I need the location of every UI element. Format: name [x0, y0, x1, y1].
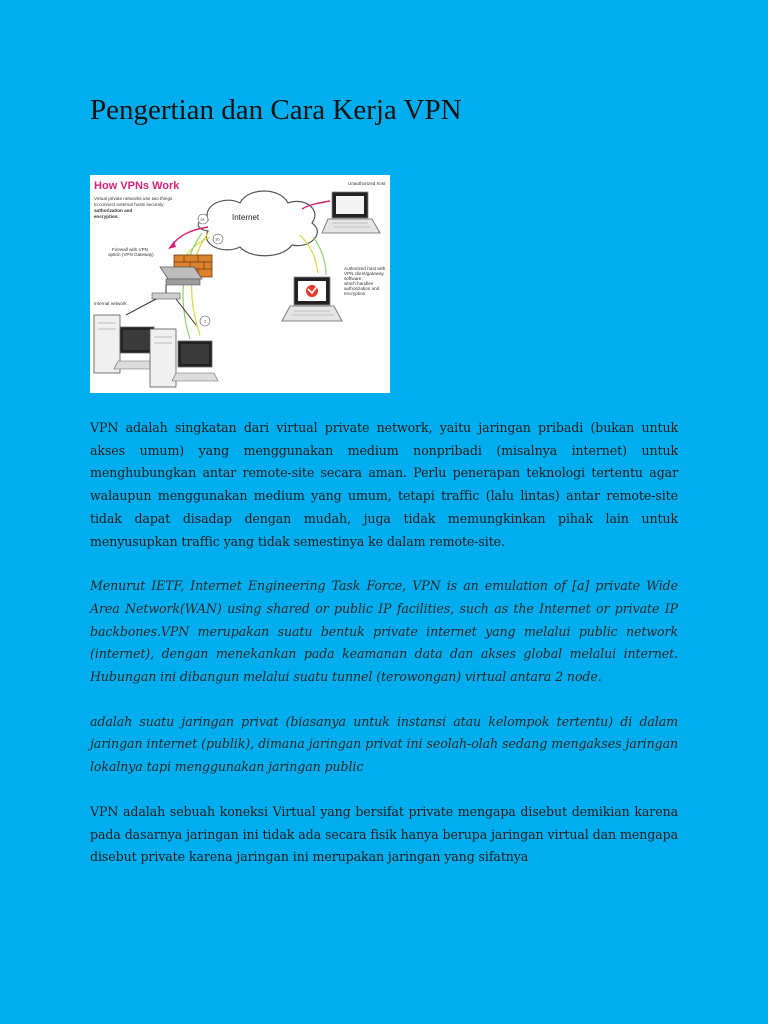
paragraph-private-network: adalah suatu jaringan privat (biasanya untuk instansi atau kelompok tertentu) di dalam jaringan internet (publik), dimana jaringan privat ini seolah-olah sedang mengakses jaringan lokalnya tapi menggunakan jaringan public	[90, 713, 678, 775]
arrow-auth-b	[313, 237, 326, 275]
figure-intro-line: authorization and	[94, 208, 133, 213]
article-body	[90, 417, 678, 891]
step-label: 1b	[215, 236, 220, 242]
desktop-computer-icon	[150, 329, 218, 387]
authorized-label: encryption	[344, 291, 366, 296]
authorized-label: VPN client/gateway	[344, 271, 384, 276]
figure-intro-line: to connect external hosts securely:	[94, 202, 165, 207]
unauthorized-laptop-icon	[322, 192, 380, 233]
firewall-label: option (VPN Gateway)	[108, 252, 154, 257]
authorized-label: which handles	[344, 281, 374, 286]
authorized-laptop-icon	[282, 277, 342, 321]
figure-intro-line: encryption.	[94, 214, 119, 219]
vpn-diagram-svg	[90, 175, 390, 393]
unauthorized-label: Unauthorized host	[348, 181, 386, 186]
authorized-label: Authorized host with	[344, 266, 386, 271]
page-title: Pengertian dan Cara Kerja VPN	[90, 94, 462, 126]
figure-heading: How VPNs Work	[94, 180, 180, 192]
authorized-label: software,	[344, 276, 363, 281]
vpn-diagram-image	[90, 175, 390, 393]
paragraph-virtual-connection: VPN adalah sebuah koneksi Virtual yang bersifat private mengapa disebut demikian karena pada dasarnya jaringan ini tidak ada secara fisik hanya berupa jaringan virtual dan mengapa disebut private karena jaringan ini merupakan jaringan yang sifatnya	[90, 803, 678, 865]
figure-intro-line: Virtual private networks use two things	[94, 196, 173, 201]
paragraph-definition: VPN adalah singkatan dari virtual private network, yaitu jaringan pribadi (bukan untuk akses umum) yang menggunakan medium nonpribadi (misalnya internet) untuk menghubungkan antar remote-site secara aman. Perlu penerapan teknologi tertentu agar walaupun menggunakan medium yang umum, tetapi traffic (lalu lintas) antar remote-site tidak dapat disadap dengan mudah, juga tidak memungkinkan pihak lain untuk menyusupkan traffic yang tidak semestinya ke dalam remote-site.	[90, 420, 678, 549]
firewall-icon	[160, 255, 212, 285]
firewall-label: Firewall with VPN	[112, 247, 148, 252]
internal-network-label: Internal network	[94, 301, 127, 306]
authorized-label: authorization and	[344, 286, 380, 291]
paragraph-ietf: Menurut IETF, Internet Engineering Task Force, VPN is an emulation of [a] private Wide Area Network(WAN) using shared or public IP facilities, such as the Internet or private IP backbones.VPN merupakan suatu bentuk private internet yang melalui public network (internet), dengan menekankan pada keamanan data dan akses global melalui internet. Hubungan ini dibangun melalui suatu tunnel (terowongan) virtual antara 2 node.	[90, 578, 678, 685]
step-label: 1a	[200, 216, 205, 222]
step-label: 2	[204, 318, 207, 324]
cloud-label: Internet	[232, 213, 260, 222]
internet-cloud	[198, 191, 317, 256]
